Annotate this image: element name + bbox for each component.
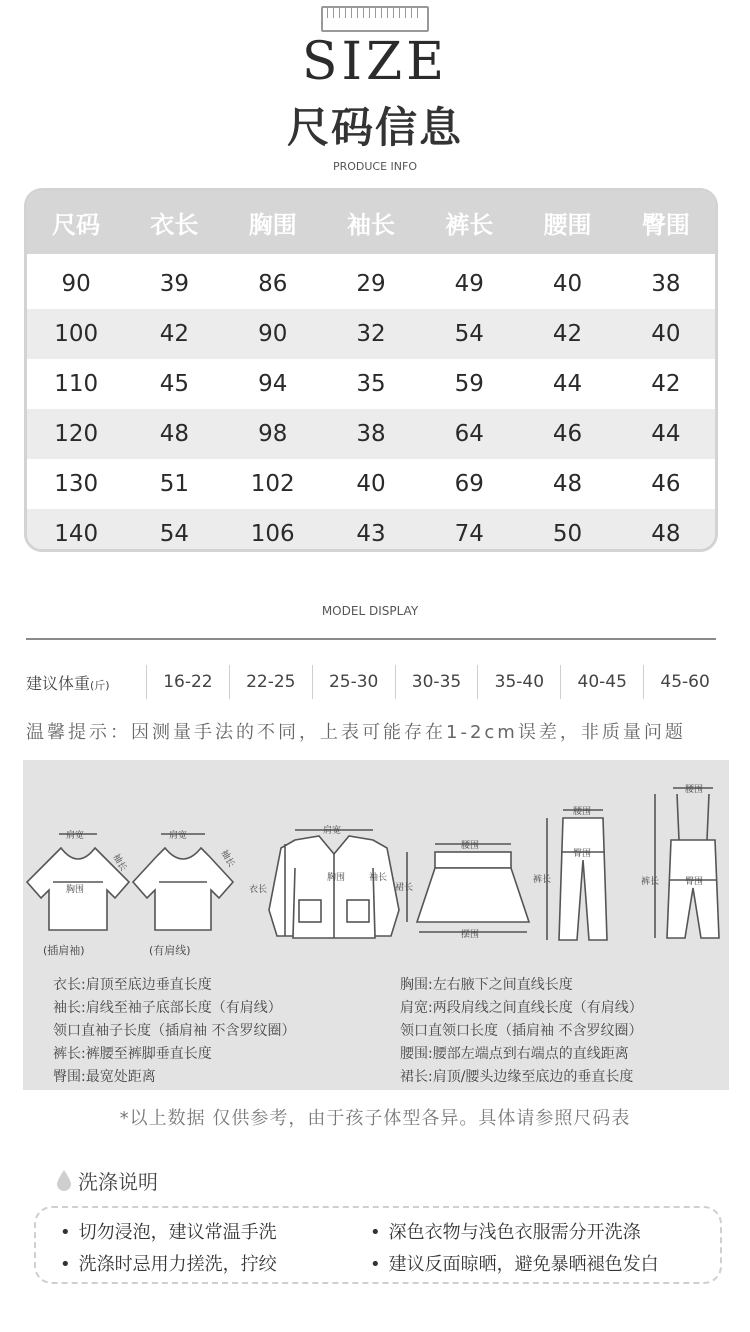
weight-row xyxy=(26,662,726,702)
weight-label: 建议体重(斤) xyxy=(26,673,110,693)
table-cell: 43 xyxy=(356,521,386,547)
list-item: • 建议反面晾晒，避免暴晒褪色发白 xyxy=(370,1250,659,1276)
table-cell: 46 xyxy=(651,471,681,497)
table-cell: 40 xyxy=(356,471,386,497)
table-cell: 40 xyxy=(552,271,583,297)
table-cell: 98 xyxy=(258,421,288,447)
table-cell: 102 xyxy=(250,471,295,497)
table-cell: 130 xyxy=(54,471,99,497)
list-item: • 深色衣物与浅色衣服需分开洗涤 xyxy=(370,1218,641,1244)
table-cell: 42 xyxy=(651,371,681,397)
table-cell: 42 xyxy=(552,321,583,347)
table-cell: 51 xyxy=(159,471,190,497)
measurement-notes-right xyxy=(400,974,643,1089)
table-row xyxy=(27,509,715,552)
svg-text:衣长: 衣长 xyxy=(249,885,268,895)
svg-text:肩宽: 肩宽 xyxy=(169,831,188,841)
water-drop-icon xyxy=(56,1169,72,1191)
column-header: 臀围 xyxy=(641,211,690,239)
table-cell: 48 xyxy=(651,521,681,547)
weight-range: 22-25 xyxy=(229,665,312,699)
table-row xyxy=(27,409,715,459)
table-cell: 39 xyxy=(159,271,190,297)
weight-range: 30-35 xyxy=(395,665,478,699)
svg-text:胸围: 胸围 xyxy=(327,873,346,883)
table-cell: 32 xyxy=(356,321,386,347)
svg-text:臀围: 臀围 xyxy=(573,849,592,859)
svg-text:摆围: 摆围 xyxy=(461,930,480,940)
note-line: 领口直袖子长度（插肩袖 不含罗纹圈） xyxy=(53,1023,296,1039)
note-line: 袖长:肩线至袖子底部长度（有肩线） xyxy=(53,1000,282,1016)
jacket-icon xyxy=(269,830,399,938)
table-cell: 50 xyxy=(552,521,583,547)
svg-text:腰围: 腰围 xyxy=(461,841,480,851)
table-cell: 44 xyxy=(651,421,681,447)
table-cell: 40 xyxy=(651,321,681,347)
table-cell: 48 xyxy=(159,421,190,447)
svg-text:裙长: 裙长 xyxy=(395,883,414,893)
svg-text:腰围: 腰围 xyxy=(685,785,704,795)
section-label: MODEL DISPLAY xyxy=(321,604,419,618)
weight-range: 40-45 xyxy=(560,665,643,699)
disclaimer: *以上数据 仅供参考，由于孩子体型各异。具体请参照尺码表 xyxy=(119,1108,631,1129)
measurement-notes-left xyxy=(53,974,295,1089)
table-cell: 90 xyxy=(61,271,91,297)
note-line: 裙长:肩顶/腰头边缘至底边的垂直长度 xyxy=(400,1069,634,1085)
table-cell: 38 xyxy=(651,271,681,297)
table-cell: 69 xyxy=(454,471,484,497)
svg-text:(有肩线): (有肩线) xyxy=(149,944,191,957)
table-row xyxy=(27,259,715,309)
measurement-tip: 温馨提示：因测量手法的不同，上表可能存在1-2cm误差，非质量问题 xyxy=(26,722,686,743)
note-line: 腰围:腰部左端点到右端点的直线距离 xyxy=(400,1046,629,1062)
column-header: 腰围 xyxy=(543,211,592,239)
washing-title: 洗涤说明 xyxy=(78,1169,158,1194)
svg-text:肩宽: 肩宽 xyxy=(66,831,85,841)
table-cell: 110 xyxy=(54,371,99,397)
overalls-icon xyxy=(655,788,719,938)
table-row xyxy=(27,359,715,409)
size-heading: SIZE xyxy=(301,32,449,92)
table-cell: 44 xyxy=(552,371,583,397)
table-row xyxy=(27,309,715,359)
skirt-icon xyxy=(407,844,529,932)
list-item: • 洗涤时忌用力搓洗，拧绞 xyxy=(60,1250,277,1276)
svg-text:臀围: 臀围 xyxy=(685,877,704,887)
garment-illustrations xyxy=(23,760,729,960)
table-cell: 29 xyxy=(356,271,386,297)
svg-text:胸围: 胸围 xyxy=(66,885,85,895)
table-cell: 90 xyxy=(258,321,288,347)
divider xyxy=(26,638,716,640)
table-cell: 86 xyxy=(258,271,288,297)
table-cell: 54 xyxy=(159,521,190,547)
column-header: 胸围 xyxy=(248,211,297,239)
washing-box xyxy=(34,1206,722,1284)
svg-text:肩宽: 肩宽 xyxy=(323,826,342,836)
table-row xyxy=(27,459,715,509)
svg-text:袖长: 袖长 xyxy=(218,848,237,870)
table-cell: 48 xyxy=(552,471,583,497)
svg-text:袖长: 袖长 xyxy=(110,852,129,874)
column-header: 衣长 xyxy=(150,211,199,239)
weight-range: 25-30 xyxy=(312,665,395,699)
table-cell: 120 xyxy=(54,421,99,447)
column-header: 裤长 xyxy=(445,211,494,239)
svg-text:裤长: 裤长 xyxy=(533,875,552,885)
note-line: 衣长:肩顶至底边垂直长度 xyxy=(53,977,212,993)
svg-text:袖长: 袖长 xyxy=(369,873,388,883)
svg-text:(插肩袖): (插肩袖) xyxy=(43,944,85,957)
table-cell: 46 xyxy=(552,421,583,447)
table-cell: 94 xyxy=(258,371,288,397)
pants-icon xyxy=(547,810,607,940)
table-header xyxy=(27,191,715,254)
table-cell: 49 xyxy=(454,271,484,297)
table-cell: 35 xyxy=(356,371,386,397)
weight-range: 45-60 xyxy=(643,665,726,699)
page-subtitle: PRODUCE INFO xyxy=(332,160,418,173)
washing-heading xyxy=(56,1165,158,1195)
svg-text:腰围: 腰围 xyxy=(573,807,592,817)
note-line: 臀围:最宽处距离 xyxy=(53,1069,156,1085)
raglan-tshirt-icon xyxy=(27,834,129,930)
tshirt-icon xyxy=(133,834,233,930)
note-line: 裤长:裤腰至裤脚垂直长度 xyxy=(53,1046,212,1062)
table-cell: 106 xyxy=(250,521,295,547)
note-line: 肩宽:两段肩线之间直线长度（有肩线） xyxy=(400,1000,643,1016)
table-cell: 38 xyxy=(356,421,386,447)
column-header: 尺码 xyxy=(52,211,101,239)
note-line: 领口直领口长度（插肩袖 不含罗纹圈） xyxy=(400,1023,643,1039)
table-cell: 45 xyxy=(159,371,190,397)
table-cell: 100 xyxy=(54,321,99,347)
table-cell: 42 xyxy=(159,321,190,347)
note-line: 胸围:左右腋下之间直线长度 xyxy=(400,977,573,993)
list-item: • 切勿浸泡，建议常温手洗 xyxy=(60,1218,277,1244)
weight-range: 35-40 xyxy=(477,665,560,699)
table-cell: 140 xyxy=(54,521,99,547)
size-table xyxy=(24,188,718,552)
table-cell: 64 xyxy=(454,421,484,447)
ruler-icon xyxy=(321,6,429,32)
table-cell: 74 xyxy=(454,521,484,547)
page-title: 尺码信息 xyxy=(286,103,463,152)
column-header: 袖长 xyxy=(346,211,395,239)
weight-range: 16-22 xyxy=(146,665,229,699)
measurement-diagram xyxy=(23,760,729,1090)
svg-text:裤长: 裤长 xyxy=(641,877,660,887)
table-cell: 54 xyxy=(454,321,484,347)
table-cell: 59 xyxy=(454,371,484,397)
